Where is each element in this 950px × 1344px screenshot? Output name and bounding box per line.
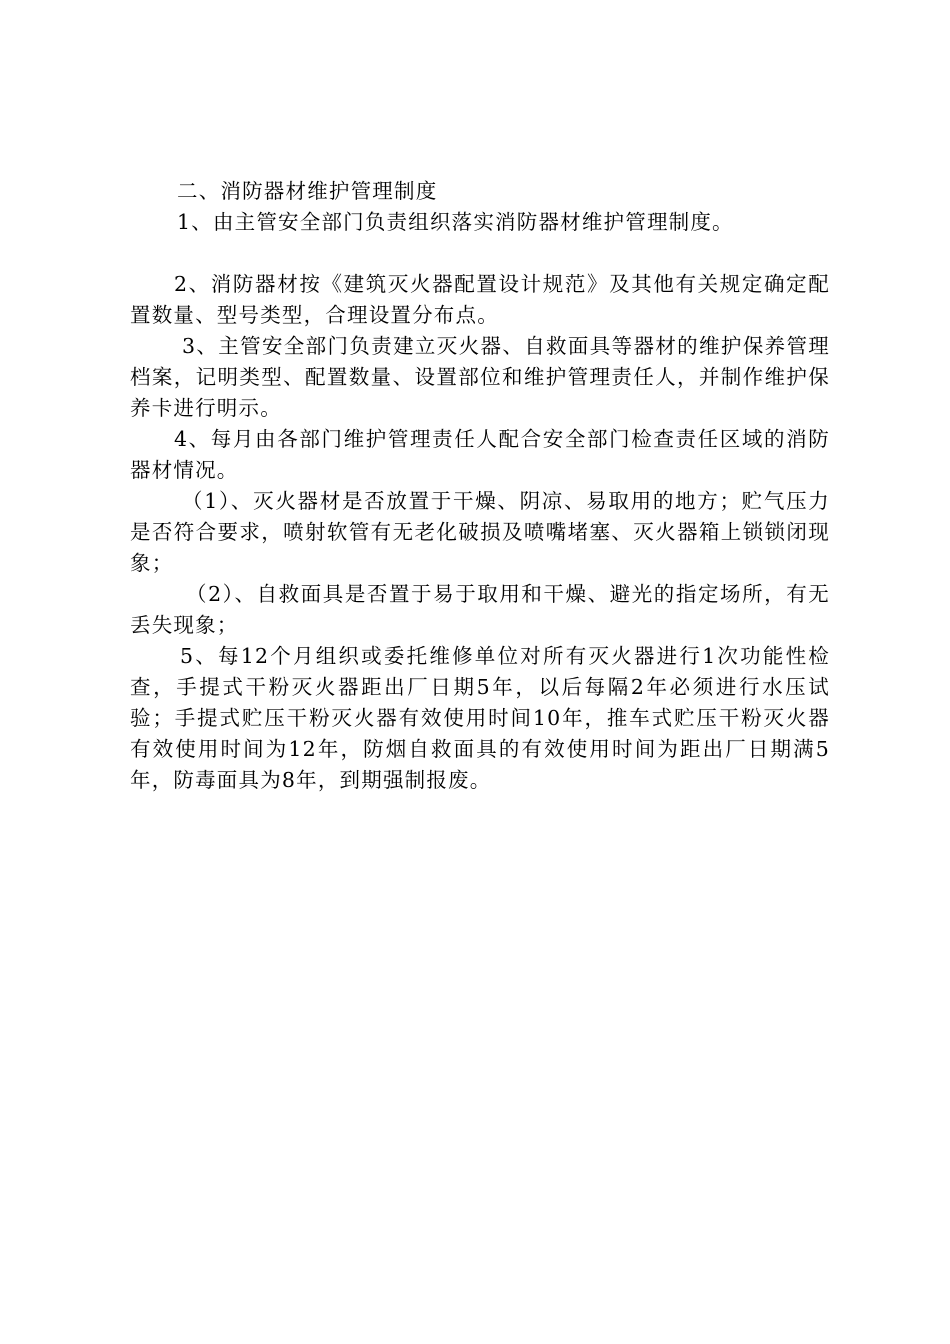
section-heading: 二、消防器材维护管理制度: [177, 179, 438, 203]
paragraph-4-item-2: （2）、自救面具是否置于易于取用和干燥、避光的指定场所，有无丢失现象；: [130, 582, 830, 637]
paragraph-3: 3、主管安全部门负责建立灭火器、自救面具等器材的维护保养管理档案，记明类型、配置数量、设置部位和维护管理责任人，并制作维护保养卡进行明示。: [130, 334, 830, 420]
paragraph-1: 1、由主管安全部门负责组织落实消防器材维护管理制度。: [177, 210, 734, 234]
paragraph-5: 5、每12个月组织或委托维修单位对所有灭火器进行1次功能性检查，手提式干粉灭火器距出厂日期5年，以后每隔2年必须进行水压试验；手提式贮压干粉灭火器有效使用时间10年，推车式贮压干粉灭火器有效使用时间为12年，防烟自救面具的有效使用时间为距出厂日期满5年，防毒面具为8年，到期强制报废。: [130, 644, 830, 792]
paragraph-4: 4、每月由各部门维护管理责任人配合安全部门检查责任区域的消防器材情况。: [130, 427, 830, 482]
document-body: [130, 176, 830, 796]
paragraph-2: 2、消防器材按《建筑灭火器配置设计规范》及其他有关规定确定配置数量、型号类型，合理设置分布点。: [130, 272, 830, 327]
paragraph-4-item-1: （1）、灭火器材是否放置于干燥、阴凉、易取用的地方；贮气压力是否符合要求，喷射软管有无老化破损及喷嘴堵塞、灭火器箱上锁锁闭现象；: [130, 489, 830, 575]
